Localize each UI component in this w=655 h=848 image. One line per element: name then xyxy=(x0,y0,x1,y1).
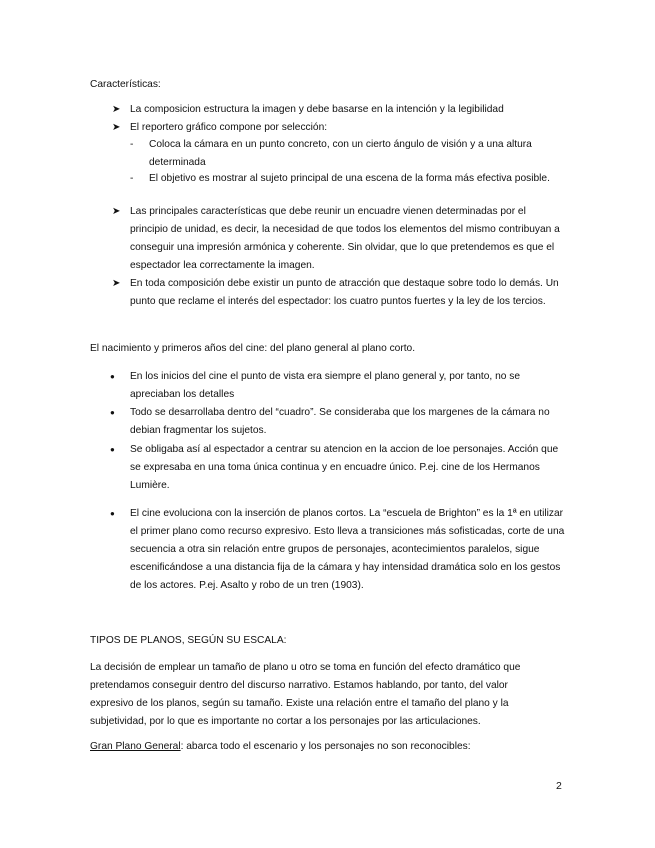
page-number: 2 xyxy=(556,780,562,792)
heading-cine: El nacimiento y primeros años del cine: del plano general al plano corto. xyxy=(90,343,416,354)
list-item-text: Coloca la cámara en un punto concreto, con un cierto ángulo de visión y a una altura determinada xyxy=(149,139,532,168)
bullet-dot-icon: ● xyxy=(110,408,115,417)
list-item-text: Se obligaba así al espectador a centrar su atencion en la accion de loe personajes. Acción que se expresaba en una toma única continua y en encuadre único. P.ej. cine de los Hermanos Lumière. xyxy=(130,444,559,491)
list-item-text: La composicion estructura la imagen y debe basarse en la intención y la legibilidad xyxy=(130,104,504,115)
bullet-dot-icon: ● xyxy=(110,509,115,518)
heading-caracteristicas: Características: xyxy=(90,79,161,90)
list-item-text: En toda composición debe existir un punto de atracción que destaque sobre todo lo demás. Un punto que reclame el interés del espectador: los cuatro puntos fuertes y la ley de los tercios. xyxy=(130,278,559,307)
list-item-text: El cine evoluciona con la inserción de planos cortos. La “escuela de Brighton” es la 1ª en utilizar el primer plano como recurso expresivo. Esto lleva a transiciones más sofisticadas, corte de una secuencia a otra sin relación entre grupos de personajes, acontecimientos paralelos, sigue escenificándose a una distancia fija de la cámara y hay intensidad dramática solo en los gestos de los actores. P.ej. Asalto y robo de un tren (1903). xyxy=(130,508,565,591)
list-item-text: El reportero gráfico compone por selección: xyxy=(130,122,328,133)
arrow-bullet-icon: ➤ xyxy=(112,104,121,115)
list-item-text: Las principales características que debe reunir un encuadre vienen determinadas por el principio de unidad, es decir, la necesidad de que todos los elementos del mismo contribuyan a conseguir una impresión armónica y coherente. Sin olvidar, que lo que pretendemos es que el espectador lea correctamente la imagen. xyxy=(130,206,560,271)
arrow-bullet-icon: ➤ xyxy=(112,122,121,133)
list-item-text: En los inicios del cine el punto de vista era siempre el plano general y, por tanto, no se apreciaban los detalles xyxy=(130,371,520,400)
bullet-dot-icon: ● xyxy=(110,372,115,381)
list-item-text: El objetivo es mostrar al sujeto principal de una escena de la forma más efectiva posible. xyxy=(149,173,550,184)
gran-plano-line xyxy=(90,738,568,756)
arrow-bullet-icon: ➤ xyxy=(112,206,121,217)
paragraph-tipos: La decisión de emplear un tamaño de plano u otro se toma en función del efecto dramático que pretendamos conseguir dentro del discurso narrativo. Estamos hablando, por tanto, del valor expresivo de los planos, según su tamaño. Existe una relación entre el tamaño del plano y la subjetividad, por lo que es importante no cortar a los personajes por las articulaciones. xyxy=(90,662,521,727)
gran-plano-term: Gran Plano General xyxy=(90,741,181,752)
bullet-dot-icon: ● xyxy=(110,445,115,454)
list-item-text: Todo se desarrollaba dentro del “cuadro”. Se consideraba que los margenes de la cámara no debian fragmentar los sujetos. xyxy=(130,407,550,436)
dash-bullet: - xyxy=(130,173,134,184)
gran-plano-description: : abarca todo el escenario y los personajes no son reconocibles: xyxy=(180,741,471,752)
arrow-bullet-icon: ➤ xyxy=(112,278,121,289)
heading-tipos-de-planos: TIPOS DE PLANOS, SEGÚN SU ESCALA: xyxy=(90,635,287,646)
dash-bullet: - xyxy=(130,139,134,150)
